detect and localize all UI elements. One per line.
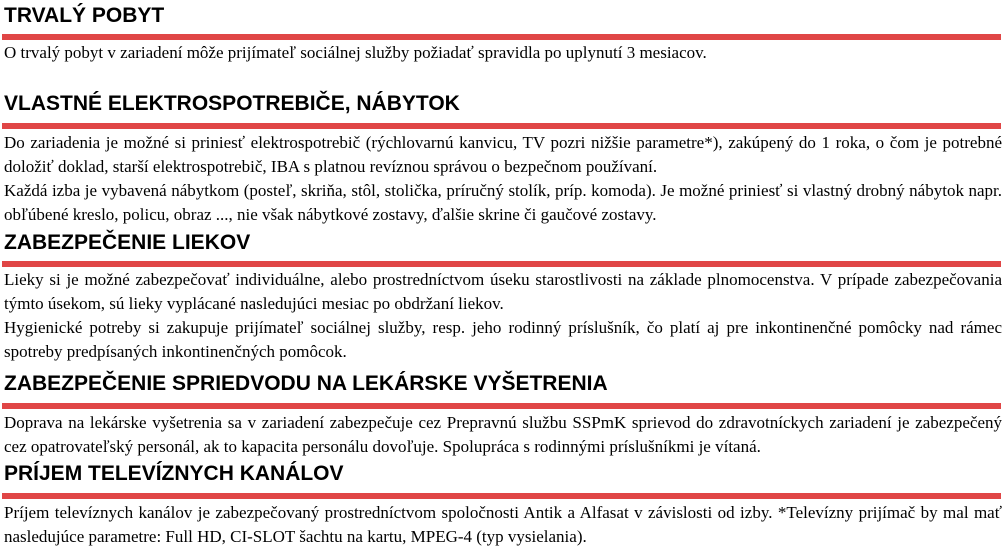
paragraph: Doprava na lekárske vyšetrenia sa v zariadení zabezpečuje cez Prepravnú službu SSPmK sprievod do zdravotníckych zariadení je zabezpečený cez opatrovateľský personál, ak to kapacita personálu dovoľuje. Spolupráca s rodinnými príslušníkmi je vítaná. [4,413,1002,456]
section-heading: ZABEZPEČENIE SPRIEDVODU NA LEKÁRSKE VYŠETRENIA [4,372,608,395]
section-divider [2,403,1001,409]
paragraph: Lieky si je možné zabezpečovať individuálne, alebo prostredníctvom úseku starostlivosti na základe plnomocenstva. V prípade zabezpečovania týmto úsekom, sú lieky vyplácané nasledujúci mesiac po obdržaní liekov. [4,270,1002,313]
section-body [4,131,1002,227]
section-body [4,411,1002,459]
paragraph: Príjem televíznych kanálov je zabezpečovaný prostredníctvom spoločnosti Antik a Alfasat v závislosti od izby. *Televízny prijímač by mal mať nasledujúce parametre: Full HD, CI-SLOT šachtu na kartu, MPEG-4 (typ vysielania). [4,503,1002,546]
section-body [4,501,1002,549]
section-divider [2,34,1001,40]
paragraph: Hygienické potreby si zakupuje prijímateľ sociálnej služby, resp. jeho rodinný príslušník, čo platí aj pre inkontinenčné pomôcky nad rámec spotreby predpísaných inkontinenčných pomôcok. [4,318,1002,361]
section-divider [2,123,1001,129]
section-heading: TRVALÝ POBYT [4,4,165,27]
section-heading: VLASTNÉ ELEKTROSPOTREBIČE, NÁBYTOK [4,92,460,115]
section-divider [2,261,1001,267]
paragraph: Každá izba je vybavená nábytkom (posteľ, skriňa, stôl, stolička, príručný stolík, príp. komoda). Je možné priniesť si vlastný drobný nábytok napr. obľúbené kreslo, policu, obraz ..., nie však nábytkové zostavy, ďalšie skrine či gaučové zostavy. [4,181,1002,224]
section-body [4,41,1002,65]
section-body [4,268,1002,364]
paragraph: O trvalý pobyt v zariadení môže prijímateľ sociálnej služby požiadať spravidla po uplynutí 3 mesiacov. [4,43,707,62]
section-heading: ZABEZPEČENIE LIEKOV [4,231,251,254]
paragraph: Do zariadenia je možné si priniesť elektrospotrebič (rýchlovarnú kanvicu, TV pozri nižšie parametre*), zakúpený do 1 roka, o čom je potrebné doložiť doklad, starší elektrospotrebič, IBA s platnou revíznou správou o bezpečnom používaní. [4,133,1002,176]
section-divider [2,493,1001,499]
section-heading: PRÍJEM TELEVÍZNYCH KANÁLOV [4,462,344,485]
